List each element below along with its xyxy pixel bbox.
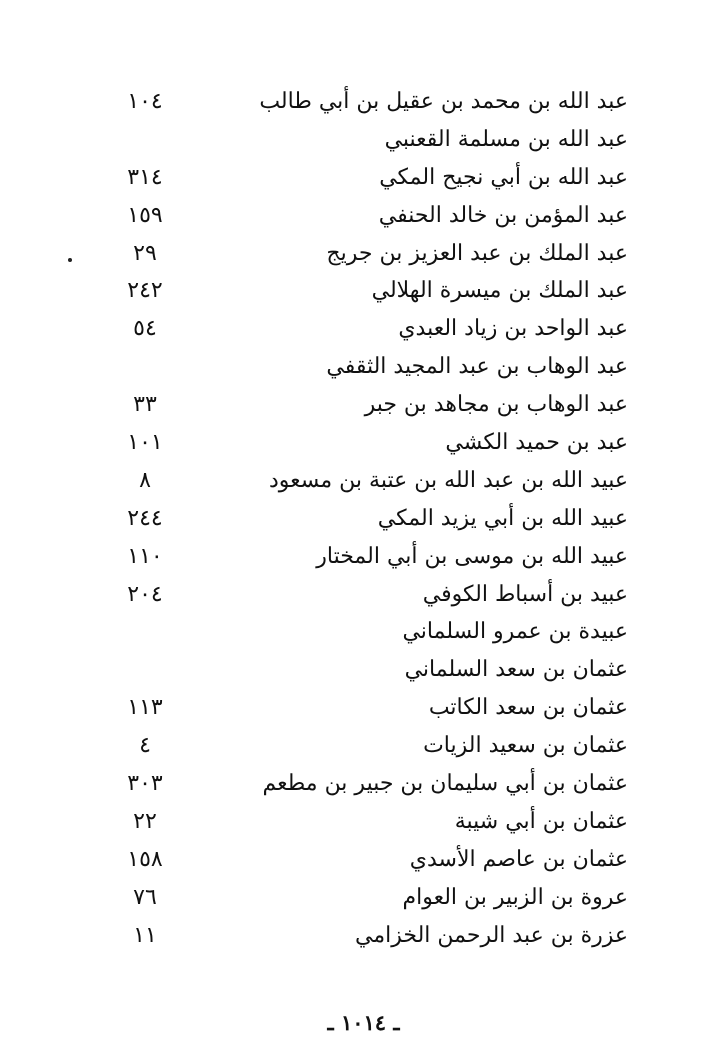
index-entry xyxy=(60,539,660,577)
entry-name: عثمان بن أبي سليمان بن جبير بن مطعم xyxy=(262,771,628,797)
entry-name: عبد الملك بن عبد العزيز بن جريج xyxy=(326,240,628,266)
entry-page-number: ٢٤٤ xyxy=(127,505,163,531)
entry-page-number: ٢٤٢ xyxy=(127,278,163,304)
entry-page-number: ١٥٩ xyxy=(127,202,163,228)
index-entry xyxy=(60,577,660,615)
entry-name: عبد الله بن مسلمة القعنبي xyxy=(384,126,628,152)
entry-page-number: ١٥٨ xyxy=(127,846,163,872)
entry-page-number: ٣٣ xyxy=(133,392,157,418)
entry-page-number: ١٠١ xyxy=(127,430,163,456)
index-entry xyxy=(60,842,660,880)
index-entry xyxy=(60,84,660,122)
page-number-footer: ـ ١٠١٤ ـ xyxy=(327,1010,400,1035)
margin-dot-mark xyxy=(68,258,72,262)
entry-page-number: ١١٣ xyxy=(127,695,163,721)
entry-page-number: ٣١٤ xyxy=(127,164,163,190)
entry-page-number: ٤ xyxy=(139,733,151,759)
entry-page-number: ٢٢ xyxy=(133,808,157,834)
entry-page-number: ٣٠٣ xyxy=(127,771,163,797)
entry-page-number: ١١٠ xyxy=(127,543,163,569)
entry-page-number: ٢٩ xyxy=(133,240,157,266)
entry-name: عبد الوهاب بن مجاهد بن جبر xyxy=(364,392,628,418)
entry-name: عثمان بن سعد السلماني xyxy=(404,657,628,683)
index-list xyxy=(60,84,660,955)
entry-page-number: ٥٤ xyxy=(133,316,157,342)
entry-name: عزرة بن عبد الرحمن الخزامي xyxy=(355,922,628,948)
index-entry xyxy=(60,425,660,463)
index-entry xyxy=(60,652,660,690)
index-entry xyxy=(60,122,660,160)
index-entry xyxy=(60,463,660,501)
entry-page-number: ٢٠٤ xyxy=(127,581,163,607)
index-entry xyxy=(60,387,660,425)
index-entry xyxy=(60,690,660,728)
index-entry xyxy=(60,501,660,539)
entry-name: عبد الملك بن ميسرة الهلالي xyxy=(371,278,628,304)
entry-page-number: ١٠٤ xyxy=(127,89,163,114)
entry-name: عبيد الله بن موسى بن أبي المختار xyxy=(316,543,628,569)
entry-page-number: ٨ xyxy=(139,467,151,493)
entry-name: عثمان بن سعد الكاتب xyxy=(428,695,628,721)
entry-name: عبد بن حميد الكشي xyxy=(445,430,628,456)
index-entry xyxy=(60,804,660,842)
index-entry xyxy=(60,349,660,387)
index-entry xyxy=(60,766,660,804)
entry-name: عبد الله بن أبي نجيح المكي xyxy=(379,164,628,190)
entry-name: عبد الواحد بن زياد العبدي xyxy=(398,316,628,342)
entry-name: عثمان بن أبي شيبة xyxy=(454,808,628,834)
index-entry xyxy=(60,614,660,652)
entry-name: عثمان بن عاصم الأسدي xyxy=(409,846,628,872)
index-entry xyxy=(60,918,660,956)
index-entry xyxy=(60,728,660,766)
index-entry xyxy=(60,880,660,918)
entry-page-number: ١١ xyxy=(133,922,157,948)
entry-name: عثمان بن سعيد الزيات xyxy=(423,733,628,759)
index-entry xyxy=(60,311,660,349)
entry-name: عبد الله بن محمد بن عقيل بن أبي طالب xyxy=(259,89,628,114)
entry-name: عبيد الله بن أبي يزيد المكي xyxy=(377,505,628,531)
entry-name: عبد المؤمن بن خالد الحنفي xyxy=(378,202,628,228)
entry-name: عروة بن الزبير بن العوام xyxy=(402,884,628,910)
index-entry xyxy=(60,236,660,274)
entry-name: عبيدة بن عمرو السلماني xyxy=(402,619,628,645)
entry-name: عبيد بن أسباط الكوفي xyxy=(422,581,628,607)
index-entry xyxy=(60,198,660,236)
entry-page-number: ٧٦ xyxy=(133,884,157,910)
entry-name: عبد الوهاب بن عبد المجيد الثقفي xyxy=(326,354,628,380)
entry-name: عبيد الله بن عبد الله بن عتبة بن مسعود xyxy=(269,467,628,493)
index-entry xyxy=(60,273,660,311)
index-entry xyxy=(60,160,660,198)
